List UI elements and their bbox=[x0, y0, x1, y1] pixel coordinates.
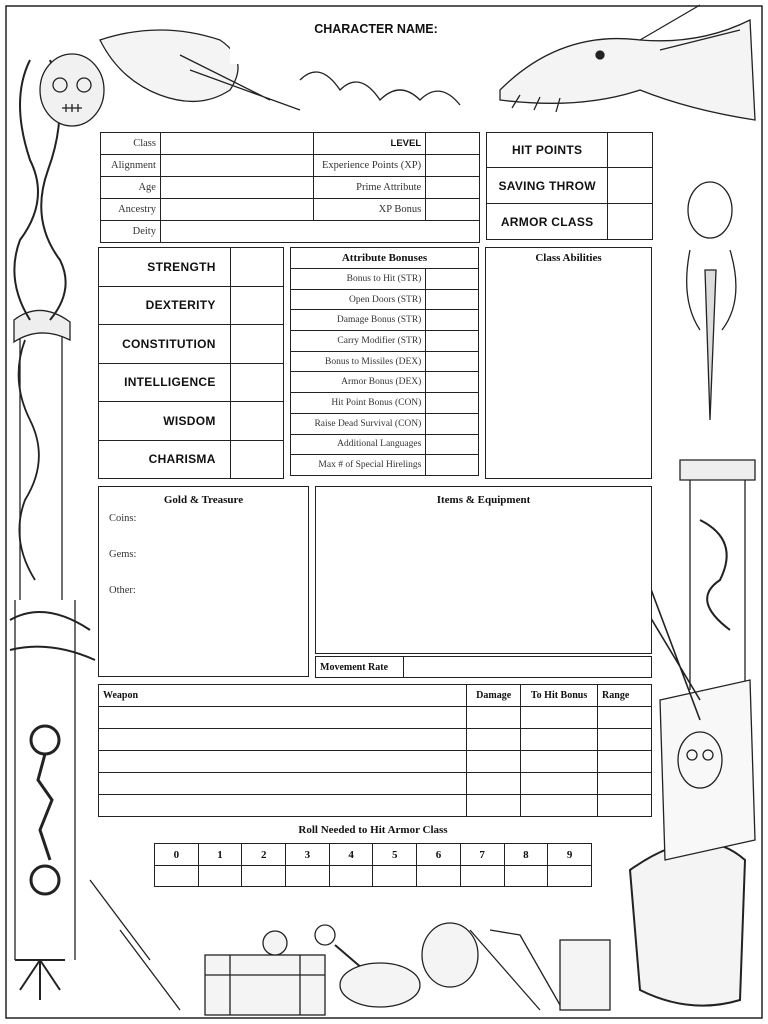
ac-2-header: 2 bbox=[242, 844, 286, 866]
ancestry-label: Ancestry bbox=[101, 199, 161, 221]
gold-treasure-title: Gold & Treasure bbox=[163, 494, 244, 506]
movement-rate-label: Movement Rate bbox=[316, 657, 404, 678]
weapon-name-cell[interactable] bbox=[99, 729, 467, 751]
damage-bonus-label: Damage Bonus (STR) bbox=[291, 310, 426, 331]
weapon-to-hit-cell[interactable] bbox=[521, 729, 598, 751]
bonus-to-hit-label: Bonus to Hit (STR) bbox=[291, 269, 426, 290]
ac-5-header: 5 bbox=[373, 844, 417, 866]
age-field[interactable] bbox=[160, 177, 313, 199]
roll-table-title: Roll Needed to Hit Armor Class bbox=[298, 824, 448, 836]
bonus-to-missiles-label: Bonus to Missiles (DEX) bbox=[291, 351, 426, 372]
weapon-to-hit-cell[interactable] bbox=[521, 795, 598, 817]
class-label: Class bbox=[101, 133, 161, 155]
hit-points-field[interactable] bbox=[608, 133, 653, 168]
gold-treasure-box[interactable] bbox=[98, 486, 309, 677]
age-label: Age bbox=[101, 177, 161, 199]
weapon-name-cell[interactable] bbox=[99, 773, 467, 795]
bonus-to-hit-field[interactable] bbox=[426, 269, 479, 290]
prime-attribute-label: Prime Attribute bbox=[314, 177, 426, 199]
ac-0-value[interactable] bbox=[155, 866, 199, 887]
armor-class-label: ARMOR CLASS bbox=[487, 204, 608, 240]
weapon-damage-cell[interactable] bbox=[467, 707, 521, 729]
weapon-range-cell[interactable] bbox=[598, 751, 652, 773]
weapon-row bbox=[99, 751, 652, 773]
constitution-field[interactable] bbox=[230, 325, 283, 364]
deity-label: Deity bbox=[101, 221, 161, 243]
weapon-damage-cell[interactable] bbox=[467, 773, 521, 795]
open-doors-label: Open Doors (STR) bbox=[291, 289, 426, 310]
gems-label: Gems: bbox=[109, 549, 137, 560]
hit-points-label: HIT POINTS bbox=[487, 133, 608, 168]
damage-header: Damage bbox=[467, 685, 521, 707]
saving-throw-field[interactable] bbox=[608, 168, 653, 204]
intelligence-label: INTELLIGENCE bbox=[99, 363, 231, 402]
ac-6-value[interactable] bbox=[417, 866, 461, 887]
additional-languages-field[interactable] bbox=[426, 434, 479, 455]
additional-languages-label: Additional Languages bbox=[291, 434, 426, 455]
ancestry-field[interactable] bbox=[160, 199, 313, 221]
strength-field[interactable] bbox=[230, 248, 283, 287]
xp-bonus-label: XP Bonus bbox=[314, 199, 426, 221]
level-label: LEVEL bbox=[314, 133, 426, 155]
damage-bonus-field[interactable] bbox=[426, 310, 479, 331]
ac-9-header: 9 bbox=[548, 844, 592, 866]
charisma-field[interactable] bbox=[230, 440, 283, 479]
xp-field[interactable] bbox=[426, 155, 480, 177]
class-abilities-title: Class Abilities bbox=[535, 252, 602, 264]
weapon-header: Weapon bbox=[99, 685, 467, 707]
weapons-table bbox=[98, 684, 652, 817]
coins-label: Coins: bbox=[109, 513, 137, 524]
max-special-hirelings-field[interactable] bbox=[426, 455, 479, 476]
hit-point-bonus-field[interactable] bbox=[426, 393, 479, 414]
ac-5-value[interactable] bbox=[373, 866, 417, 887]
ac-0-header: 0 bbox=[155, 844, 199, 866]
character-name-field[interactable] bbox=[240, 38, 512, 60]
armor-bonus-field[interactable] bbox=[426, 372, 479, 393]
attribute-bonuses-table bbox=[290, 247, 479, 476]
weapon-row bbox=[99, 795, 652, 817]
weapon-row bbox=[99, 729, 652, 751]
ac-3-value[interactable] bbox=[286, 866, 330, 887]
weapon-row bbox=[99, 773, 652, 795]
carry-modifier-label: Carry Modifier (STR) bbox=[291, 331, 426, 352]
weapon-range-cell[interactable] bbox=[598, 795, 652, 817]
weapon-damage-cell[interactable] bbox=[467, 729, 521, 751]
intelligence-field[interactable] bbox=[230, 363, 283, 402]
wisdom-label: WISDOM bbox=[99, 402, 231, 441]
strength-label: STRENGTH bbox=[99, 248, 231, 287]
weapon-row bbox=[99, 707, 652, 729]
ac-7-value[interactable] bbox=[460, 866, 504, 887]
movement-rate-field[interactable] bbox=[403, 657, 651, 678]
to-hit-bonus-header: To Hit Bonus bbox=[521, 685, 598, 707]
attribute-bonuses-title: Attribute Bonuses bbox=[291, 248, 479, 269]
saving-throw-label: SAVING THROW bbox=[487, 168, 608, 204]
carry-modifier-field[interactable] bbox=[426, 331, 479, 352]
armor-bonus-label: Armor Bonus (DEX) bbox=[291, 372, 426, 393]
xp-label: Experience Points (XP) bbox=[314, 155, 426, 177]
character-info-table bbox=[100, 132, 480, 243]
movement-rate-table bbox=[315, 656, 652, 678]
weapon-range-cell[interactable] bbox=[598, 707, 652, 729]
weapon-to-hit-cell[interactable] bbox=[521, 773, 598, 795]
wisdom-field[interactable] bbox=[230, 402, 283, 441]
deity-field[interactable] bbox=[160, 221, 479, 243]
ac-2-value[interactable] bbox=[242, 866, 286, 887]
dexterity-field[interactable] bbox=[230, 286, 283, 325]
weapon-name-cell[interactable] bbox=[99, 707, 467, 729]
raise-dead-survival-field[interactable] bbox=[426, 413, 479, 434]
ac-9-value[interactable] bbox=[548, 866, 592, 887]
hit-point-bonus-label: Hit Point Bonus (CON) bbox=[291, 393, 426, 414]
items-equipment-title: Items & Equipment bbox=[436, 494, 531, 506]
armor-class-field[interactable] bbox=[608, 204, 653, 240]
ac-8-header: 8 bbox=[504, 844, 548, 866]
dexterity-label: DEXTERITY bbox=[99, 286, 231, 325]
alignment-label: Alignment bbox=[101, 155, 161, 177]
weapon-to-hit-cell[interactable] bbox=[521, 751, 598, 773]
charisma-label: CHARISMA bbox=[99, 440, 231, 479]
class-field[interactable] bbox=[160, 133, 313, 155]
alignment-field[interactable] bbox=[160, 155, 313, 177]
xp-bonus-field[interactable] bbox=[426, 199, 480, 221]
weapon-damage-cell[interactable] bbox=[467, 751, 521, 773]
class-abilities-box[interactable] bbox=[485, 247, 652, 479]
items-equipment-box[interactable] bbox=[315, 486, 652, 654]
combat-stats-table bbox=[486, 132, 653, 240]
ac-3-header: 3 bbox=[286, 844, 330, 866]
attributes-table bbox=[98, 247, 284, 479]
roll-to-hit-table bbox=[154, 843, 592, 887]
weapon-to-hit-cell[interactable] bbox=[521, 707, 598, 729]
weapon-damage-cell[interactable] bbox=[467, 795, 521, 817]
weapon-range-cell[interactable] bbox=[598, 729, 652, 751]
ac-4-header: 4 bbox=[329, 844, 373, 866]
ac-8-value[interactable] bbox=[504, 866, 548, 887]
character-name-label: CHARACTER NAME: bbox=[314, 22, 438, 36]
bonus-to-missiles-field[interactable] bbox=[426, 351, 479, 372]
ac-7-header: 7 bbox=[460, 844, 504, 866]
weapon-range-cell[interactable] bbox=[598, 773, 652, 795]
prime-attribute-field[interactable] bbox=[426, 177, 480, 199]
weapon-name-cell[interactable] bbox=[99, 751, 467, 773]
level-field[interactable] bbox=[426, 133, 480, 155]
ac-1-header: 1 bbox=[198, 844, 242, 866]
ac-1-value[interactable] bbox=[198, 866, 242, 887]
max-special-hirelings-label: Max # of Special Hirelings bbox=[291, 455, 426, 476]
other-label: Other: bbox=[109, 585, 136, 596]
raise-dead-survival-label: Raise Dead Survival (CON) bbox=[291, 413, 426, 434]
weapon-name-cell[interactable] bbox=[99, 795, 467, 817]
ac-6-header: 6 bbox=[417, 844, 461, 866]
ac-4-value[interactable] bbox=[329, 866, 373, 887]
constitution-label: CONSTITUTION bbox=[99, 325, 231, 364]
range-header: Range bbox=[598, 685, 652, 707]
open-doors-field[interactable] bbox=[426, 289, 479, 310]
